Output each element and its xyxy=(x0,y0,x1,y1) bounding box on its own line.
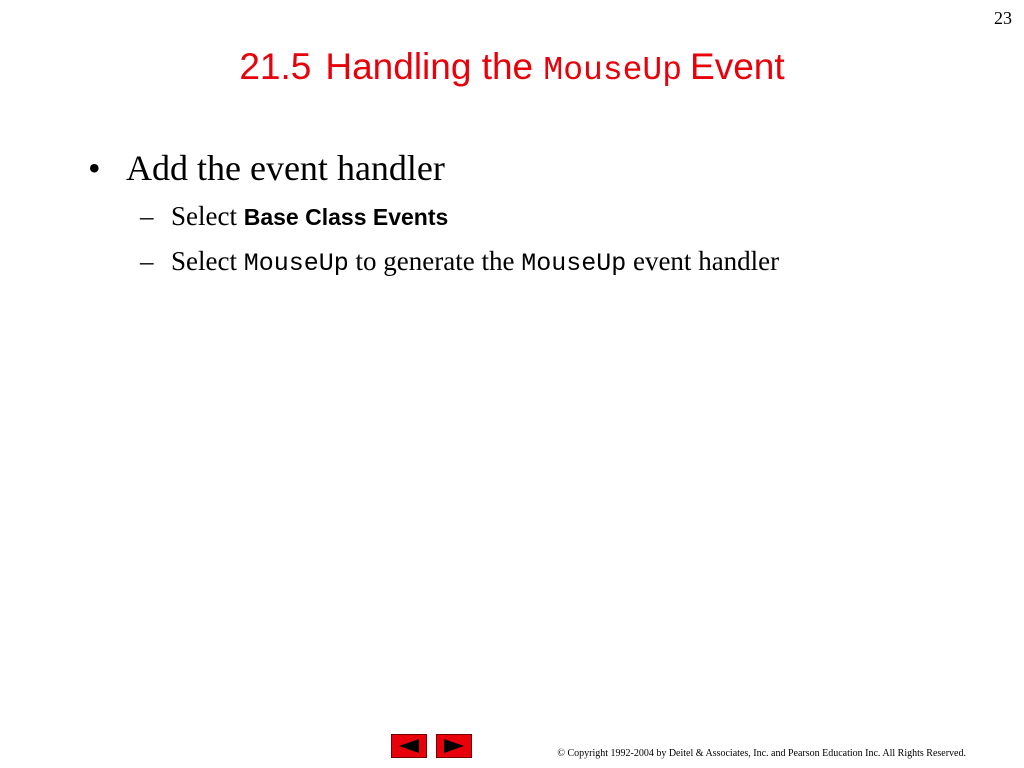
page-number: 23 xyxy=(994,8,1012,28)
next-slide-button[interactable] xyxy=(436,734,472,758)
base-class-events-label: Base Class Events xyxy=(243,204,449,230)
sub-bullet-middle: to generate the xyxy=(355,246,515,276)
sub-bullet-mouseup xyxy=(140,246,779,278)
slide-navigation xyxy=(391,734,472,758)
bullet-glyph: • xyxy=(88,148,101,188)
dash-glyph: – xyxy=(140,246,154,276)
sub-bullet-suffix: event handler xyxy=(632,246,780,276)
mouseup-code-2: MouseUp xyxy=(521,249,627,278)
bullet-text: Add the event handler xyxy=(126,148,445,188)
dash-glyph: – xyxy=(140,201,154,231)
sub-bullet-base-class-events xyxy=(140,201,448,232)
right-triangle-icon xyxy=(442,738,466,754)
left-triangle-icon xyxy=(397,738,421,754)
title-text: Handling the xyxy=(325,46,534,87)
previous-slide-button[interactable] xyxy=(391,734,427,758)
mouseup-code: MouseUp xyxy=(243,249,349,278)
title-tail: Event xyxy=(690,46,785,87)
title-code: MouseUp xyxy=(543,52,683,89)
slide-title xyxy=(0,46,1024,89)
section-number: 21.5 xyxy=(239,46,312,87)
copyright-notice: © Copyright 1992-2004 by Deitel & Associates, Inc. and Pearson Education Inc. All Rights Reserved. xyxy=(557,748,966,759)
bullet-add-handler xyxy=(88,147,445,189)
sub-bullet-prefix: Select xyxy=(171,246,237,276)
sub-bullet-prefix: Select xyxy=(171,201,237,231)
